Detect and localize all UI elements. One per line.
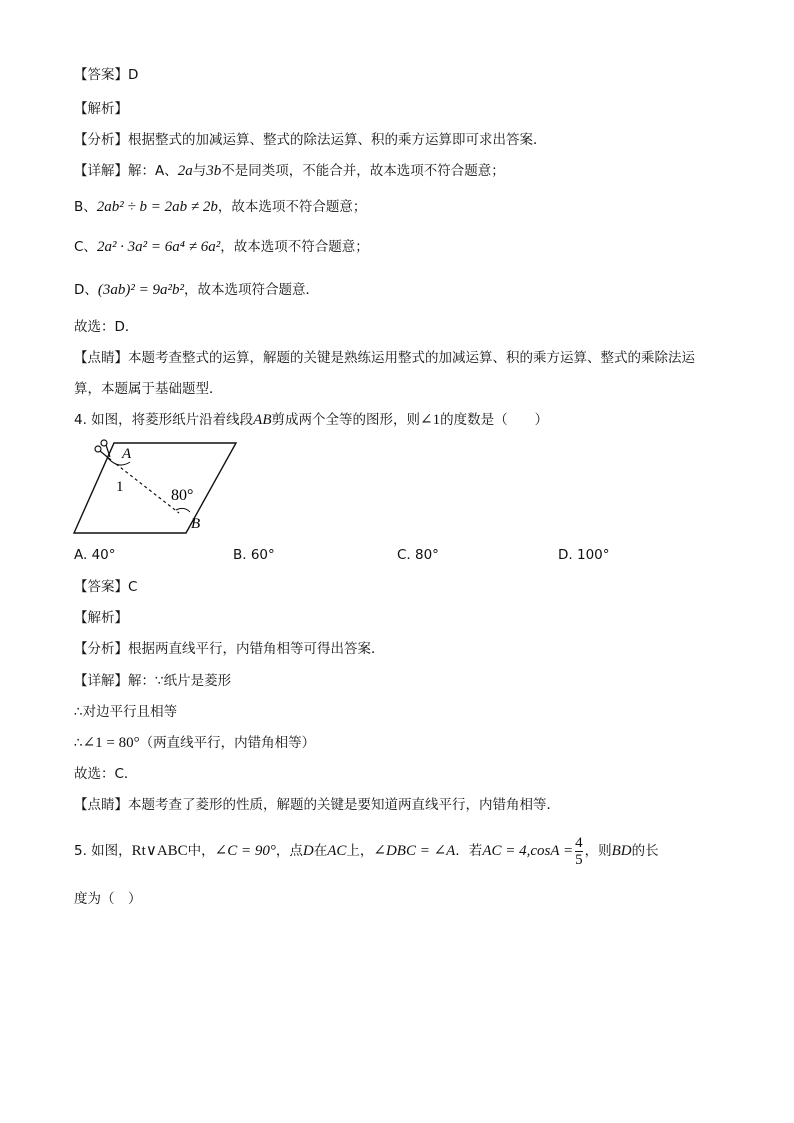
xiangjie-post: 不是同类项，不能合并，故本选项不符合题意；: [221, 163, 505, 179]
q4-pre: 4. 如图，将菱形纸片沿着线段: [74, 412, 254, 428]
answer-line: [74, 66, 138, 84]
option-c-label: C、: [74, 239, 97, 255]
label-b: B: [191, 516, 201, 532]
q5-c90: ∠C = 90°: [214, 843, 276, 859]
analysis-heading: 【解析】: [74, 101, 128, 117]
fenxi-text-4: 根据两直线平行，内错角相等可得出答案．: [128, 641, 385, 657]
question-5-line2: 度为（ ）: [74, 891, 142, 907]
fenxi-tag: 【分析】: [74, 132, 128, 148]
option-d-suffix: ，故本选项符合题意．: [184, 282, 320, 298]
fenxi-tag-4: 【分析】: [74, 641, 128, 657]
expr-2a: 2a: [177, 163, 193, 179]
option-a-40: A. 40°: [74, 547, 116, 563]
step-parallel: ∴对边平行且相等: [74, 704, 178, 720]
dianjing-tag-4: 【点睛】: [74, 797, 128, 813]
step-angle-post: （两直线平行，内错角相等）: [139, 735, 316, 751]
xiangjie-tag: 【详解】: [74, 163, 128, 179]
q5-frac-den: 5: [575, 851, 583, 868]
option-c-line: [74, 238, 369, 256]
q4-ab: AB: [253, 412, 272, 428]
option-b-60: B. 60°: [233, 547, 275, 563]
q5-t2: ，点: [275, 843, 303, 859]
dianjing-text: 本题考查整式的运算，解题的关键是熟练运用整式的加减运算、积的乘方运算、整式的乘除法运: [128, 350, 695, 366]
option-c-80: C. 80°: [397, 547, 439, 563]
option-d-100: D. 100°: [558, 547, 610, 563]
q5-frac-num: 4: [575, 834, 583, 851]
rhombus-shape: [74, 443, 236, 533]
option-b-expr: 2ab² ÷ b = 2ab ≠ 2b: [96, 199, 218, 215]
step-angle: [74, 734, 315, 752]
step-angle-pre: ∴: [74, 735, 83, 751]
rhombus-figure: [70, 438, 250, 538]
q5-cond: AC = 4,cosA =: [482, 843, 574, 859]
q5-t4: 上，: [346, 843, 374, 859]
q5-tri: Rt∨ABC: [131, 843, 188, 859]
expr-3b: 3b: [206, 163, 222, 179]
analysis-heading-4: 【解析】: [74, 610, 128, 626]
scissors-icon: [95, 440, 111, 460]
q5-d: D: [302, 843, 314, 859]
fenxi-line: [74, 131, 547, 149]
answer-value: D: [128, 67, 139, 83]
question-5: [74, 834, 659, 868]
answer-line-4: [74, 578, 137, 596]
xiangjie-line: [74, 162, 505, 180]
q5-eq: ∠DBC = ∠A: [373, 843, 456, 859]
xiangjie-line-4: [74, 672, 231, 690]
q5-bd: BD: [611, 843, 632, 859]
q5-ac: AC: [327, 843, 347, 859]
xiangjie-pre: 解：A、: [128, 163, 178, 179]
xiangjie-text-4: 解：∵纸片是菱形: [128, 673, 232, 689]
option-c-expr: 2a² · 3a² = 6a⁴ ≠ 6a²: [96, 239, 221, 255]
answer-tag-4: 【答案】: [74, 579, 128, 595]
cut-line-ab: [116, 464, 179, 513]
dianjing-tag: 【点睛】: [74, 350, 128, 366]
angle-80-arc: [176, 508, 190, 512]
label-1: 1: [116, 479, 124, 495]
option-b-line: [74, 198, 366, 216]
q5-t7: 的长: [631, 843, 659, 859]
label-80: 80°: [171, 487, 194, 504]
question-4: [74, 411, 548, 429]
q5-num: 5. 如图，: [74, 843, 132, 859]
label-a: A: [122, 446, 132, 462]
choose-line: 故选：D．: [74, 319, 139, 335]
dianjing-text-4: 本题考查了菱形的性质，解题的关键是要知道两直线平行，内错角相等．: [128, 797, 560, 813]
option-b-label: B、: [74, 199, 97, 215]
q5-t6: ，则: [584, 843, 612, 859]
step-angle-expr: ∠1 = 80°: [82, 735, 140, 751]
option-b-suffix: ，故本选项不符合题意；: [217, 199, 367, 215]
dianjing-line2: 算，本题属于基础题型．: [74, 381, 223, 397]
choose-line-4: 故选：C．: [74, 766, 138, 782]
q4-angle: ∠1: [420, 412, 441, 428]
answer-value-4: C: [128, 579, 138, 595]
q5-t1: 中，: [187, 843, 215, 859]
option-d-label: D、: [74, 282, 98, 298]
option-d-expr: (3ab)² = 9a²b²: [97, 282, 185, 298]
q5-t3: 在: [313, 843, 328, 859]
dianjing-line: [74, 349, 695, 367]
fenxi-text: 根据整式的加减运算、整式的除法运算、积的乘方运算即可求出答案．: [128, 132, 547, 148]
q4-post: 的度数是（ ）: [440, 412, 549, 428]
q4-mid: 剪成两个全等的图形，则: [271, 412, 420, 428]
fenxi-line-4: [74, 640, 385, 658]
dianjing-line-4: [74, 796, 560, 814]
option-c-suffix: ，故本选项不符合题意；: [220, 239, 369, 255]
q5-fraction: [575, 835, 583, 868]
xiangjie-tag-4: 【详解】: [74, 673, 128, 689]
answer-tag: 【答案】: [74, 67, 128, 83]
xiangjie-mid: 与: [192, 163, 207, 179]
q5-t5: ．若: [455, 843, 483, 859]
option-d-line: [74, 281, 319, 299]
